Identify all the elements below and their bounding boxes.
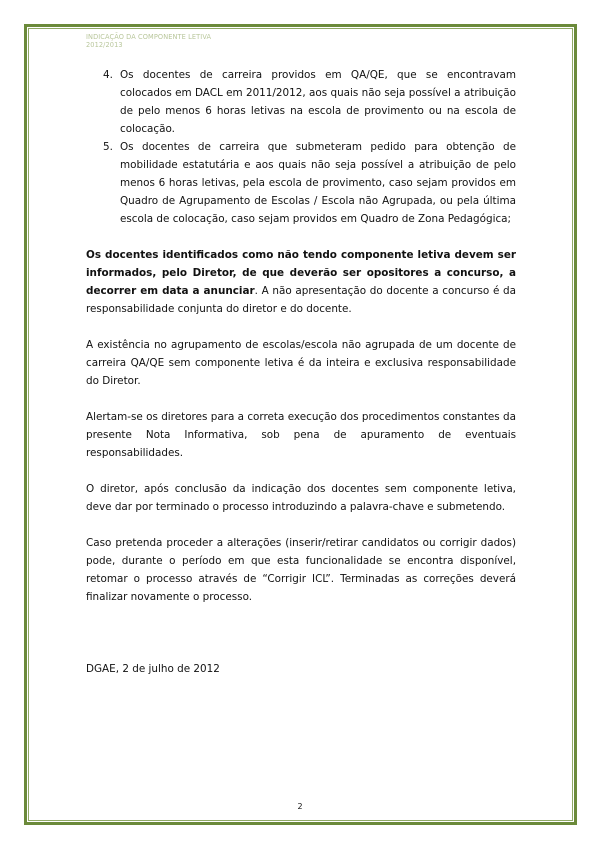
document-body <box>86 66 516 678</box>
list-item <box>86 138 516 228</box>
signature-line: DGAE, 2 de julho de 2012 <box>86 663 220 675</box>
paragraph-alteracoes: Caso pretenda proceder a alterações (inserir/retirar candidatos ou corrigir dados) pode, durante o período em que esta funcionalidade se encontra disponível, retomar o processo através de “Corrigir ICL”. Terminadas as correções deverá finalizar novamente o processo. <box>86 537 516 603</box>
header-year: 2012/2013 <box>86 41 123 49</box>
list-number: 4. <box>103 69 113 81</box>
list-item <box>86 66 516 138</box>
bold-text: Os docentes identificados como não tendo componente letiva devem ser informados, pelo Diretor, de que deverão ser opositores a concurso, a decorrer em data a anunciar <box>86 249 516 297</box>
running-header <box>86 33 211 49</box>
paragraph-responsabilidade: A existência no agrupamento de escolas/escola não agrupada de um docente de carreira QA/QE sem componente letiva é da inteira e exclusiva responsabilidade do Diretor. <box>86 339 516 387</box>
numbered-list <box>86 66 516 228</box>
page-number: 2 <box>297 802 303 811</box>
list-text: Os docentes de carreira providos em QA/QE, que se encontravam colocados em DACL em 2011/2012, aos quais não seja possível a atribuição de pelo menos 6 horas letivas na escola de provimento ou na escola de colocação. <box>120 69 516 135</box>
list-text: Os docentes de carreira que submeteram pedido para obtenção de mobilidade estatutária e aos quais não seja possível a atribuição de pelo menos 6 horas letivas, pela escola de provimento, caso sejam providos em Quadro de Agrupamento de Escolas / Escola não Agrupada, ou pela última escola de colocação, caso sejam providos em Quadro de Zona Pedagógica; <box>120 141 516 225</box>
header-title: INDICAÇÃO DA COMPONENTE LETIVA <box>86 33 212 41</box>
paragraph-conclusao: O diretor, após conclusão da indicação dos docentes sem componente letiva, deve dar por terminado o processo introduzindo a palavra-chave e submetendo. <box>86 483 516 513</box>
paragraph-concurso <box>86 246 516 318</box>
paragraph-alerta: Alertam-se os diretores para a correta execução dos procedimentos constantes da presente Nota Informativa, sob pena de apuramento de eventuais responsabilidades. <box>86 411 516 459</box>
list-number: 5. <box>103 141 113 153</box>
regular-text: . A não apresentação do docente a concurso é da responsabilidade conjunta do diretor e do docente. <box>86 285 517 315</box>
